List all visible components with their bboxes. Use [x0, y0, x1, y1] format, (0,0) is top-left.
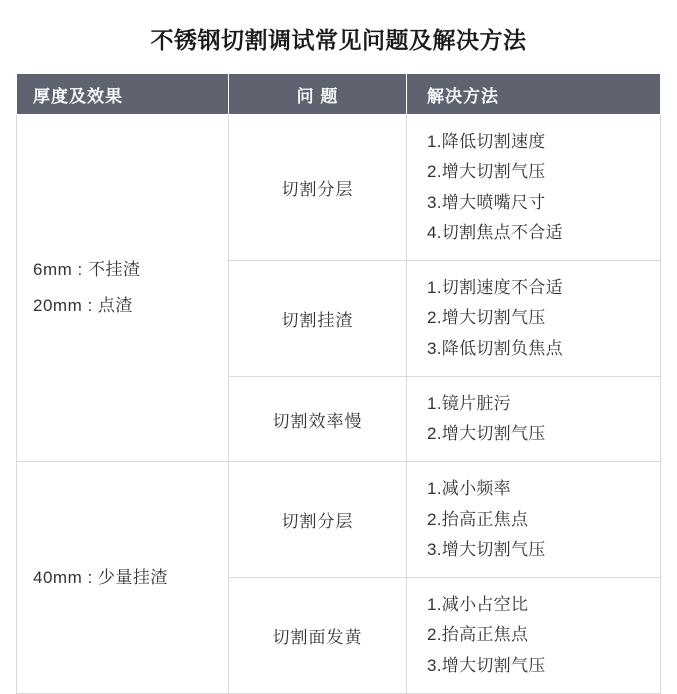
solution-cell	[407, 376, 661, 462]
solution-list	[427, 474, 660, 565]
troubleshooting-table	[16, 73, 661, 694]
solution-list	[427, 590, 660, 681]
solution-item: 2.抬高正焦点	[427, 625, 529, 645]
solution-item: 1.降低切割速度	[427, 132, 546, 151]
thickness-line: 20mm : 点渣	[33, 296, 133, 316]
thickness-cell-group-1	[17, 115, 229, 462]
table-row	[17, 462, 661, 578]
problem-cell: 切割挂渣	[229, 261, 407, 377]
solution-item: 1.镜片脏污	[427, 393, 511, 413]
solution-cell	[407, 578, 661, 694]
problem-cell: 切割面发黄	[229, 578, 407, 694]
solution-item: 3.增大切割气压	[427, 655, 546, 675]
table-header	[17, 74, 661, 115]
column-header-thickness: 厚度及效果	[17, 74, 229, 115]
problem-cell: 切割效率慢	[229, 376, 407, 462]
solution-item: 1.切割速度不合适	[427, 278, 563, 297]
solution-item: 3.增大喷嘴尺寸	[427, 192, 546, 212]
solution-cell	[407, 115, 661, 261]
solution-item: 2.增大切割气压	[427, 162, 546, 182]
solution-list	[427, 389, 660, 450]
thickness-line: 40mm : 少量挂渣	[33, 567, 168, 587]
problem-cell: 切割分层	[229, 115, 407, 261]
solution-list	[427, 127, 660, 248]
table-row	[17, 115, 661, 261]
solution-item: 1.减小频率	[427, 479, 511, 499]
table-header-row	[17, 74, 661, 115]
solution-cell	[407, 261, 661, 377]
page-title: 不锈钢切割调试常见问题及解决方法	[150, 27, 527, 53]
table-body	[17, 115, 661, 694]
solution-item: 2.增大切割气压	[427, 424, 546, 443]
solution-item: 1.减小占空比	[427, 595, 529, 614]
solution-item: 4.切割焦点不合适	[427, 222, 563, 242]
solution-item: 3.增大切割气压	[427, 539, 546, 559]
problem-cell: 切割分层	[229, 462, 407, 578]
thickness-line: 6mm : 不挂渣	[33, 260, 141, 280]
solution-item: 2.增大切割气压	[427, 308, 546, 328]
solution-cell	[407, 462, 661, 578]
thickness-cell-group-2	[17, 462, 229, 694]
solution-list	[427, 273, 660, 364]
solution-item: 2.抬高正焦点	[427, 509, 529, 529]
solution-item: 3.降低切割负焦点	[427, 338, 563, 358]
column-header-problem: 问 题	[229, 74, 407, 115]
column-header-solution: 解决方法	[407, 74, 661, 115]
